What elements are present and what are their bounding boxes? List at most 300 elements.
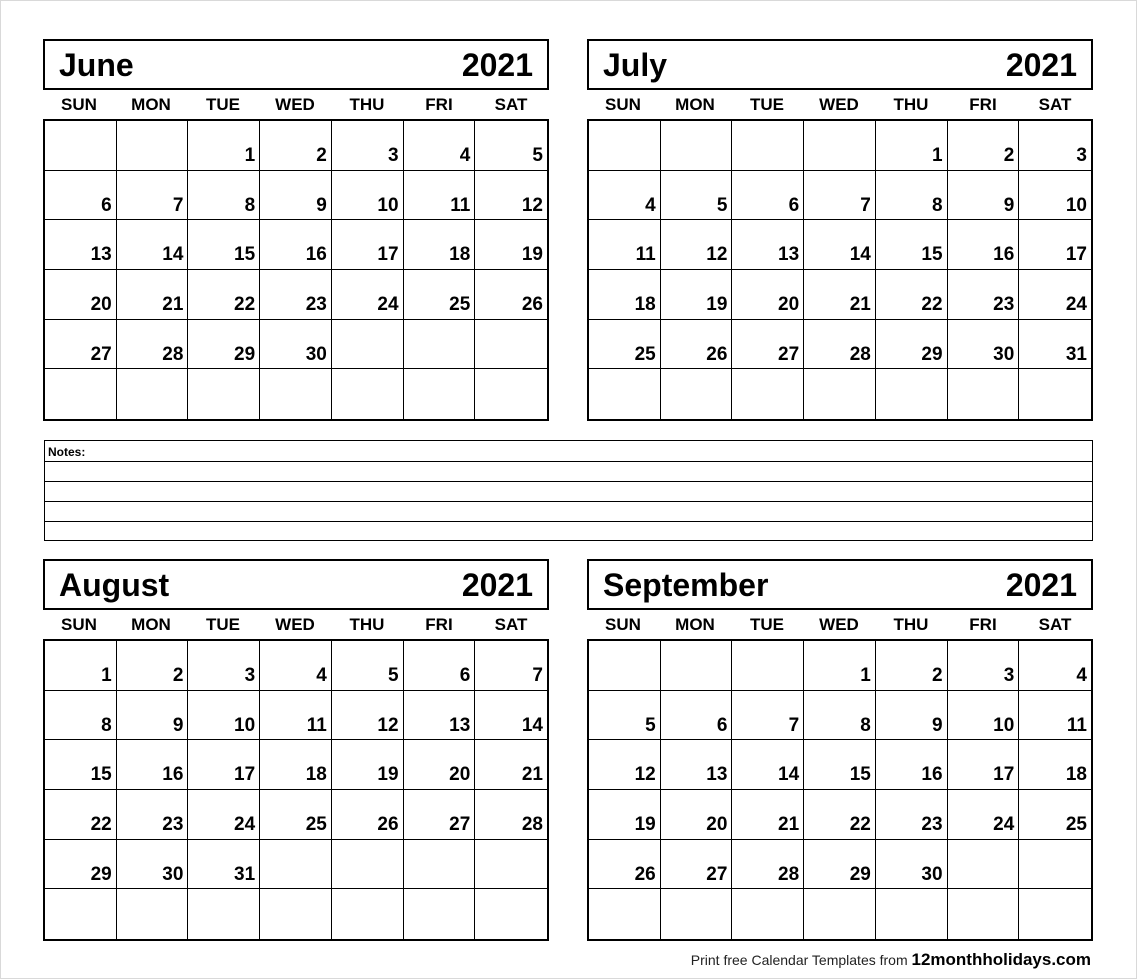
day-number: 30 xyxy=(162,863,184,885)
day-number: 22 xyxy=(234,294,256,315)
notes-line xyxy=(45,481,1092,482)
day-cell[interactable] xyxy=(117,691,189,741)
day-grid xyxy=(43,639,549,941)
day-cell[interactable] xyxy=(876,889,948,939)
weekday-row xyxy=(43,90,549,119)
day-number: 9 xyxy=(1003,194,1015,216)
day-number: 30 xyxy=(921,863,943,885)
day-cell[interactable] xyxy=(1019,740,1091,790)
day-cell[interactable] xyxy=(876,320,948,370)
day-cell[interactable] xyxy=(332,369,404,419)
day-cell[interactable] xyxy=(332,171,404,221)
day-cell[interactable] xyxy=(260,740,332,790)
day-cell[interactable] xyxy=(732,840,804,890)
day-number: 8 xyxy=(244,194,256,216)
day-cell[interactable] xyxy=(188,270,260,320)
day-cell[interactable] xyxy=(45,121,117,171)
day-cell[interactable] xyxy=(948,691,1020,741)
day-number: 6 xyxy=(788,194,800,216)
day-number: 8 xyxy=(931,194,943,216)
day-cell[interactable] xyxy=(661,840,733,890)
day-number: 25 xyxy=(305,814,327,835)
day-cell[interactable] xyxy=(661,320,733,370)
month-year: 2021 xyxy=(1005,47,1077,83)
day-cell[interactable] xyxy=(804,641,876,691)
day-cell[interactable] xyxy=(804,691,876,741)
day-number: 31 xyxy=(1065,343,1087,365)
day-cell[interactable] xyxy=(661,740,733,790)
day-cell[interactable] xyxy=(475,171,547,221)
day-cell[interactable] xyxy=(260,889,332,939)
day-cell[interactable] xyxy=(404,691,476,741)
day-number: 15 xyxy=(234,244,256,266)
day-cell[interactable] xyxy=(45,790,117,840)
day-cell[interactable] xyxy=(45,320,117,370)
month-june xyxy=(43,39,549,421)
day-cell[interactable] xyxy=(260,270,332,320)
day-cell[interactable] xyxy=(1019,790,1091,840)
day-cell[interactable] xyxy=(117,320,189,370)
day-cell[interactable] xyxy=(876,369,948,419)
day-grid xyxy=(587,639,1093,941)
month-year: 2021 xyxy=(461,47,533,83)
day-cell[interactable] xyxy=(732,740,804,790)
weekday-label: SAT xyxy=(1038,614,1072,634)
day-cell[interactable] xyxy=(475,121,547,171)
day-cell[interactable] xyxy=(804,270,876,320)
day-number: 25 xyxy=(449,294,471,315)
day-cell[interactable] xyxy=(332,641,404,691)
notes-line xyxy=(45,521,1092,522)
day-cell[interactable] xyxy=(948,369,1020,419)
day-number: 18 xyxy=(449,244,471,266)
day-cell[interactable] xyxy=(804,790,876,840)
day-cell[interactable] xyxy=(589,121,661,171)
day-number: 1 xyxy=(860,665,871,686)
day-cell[interactable] xyxy=(661,270,733,320)
day-cell[interactable] xyxy=(732,171,804,221)
day-number: 30 xyxy=(993,343,1015,365)
day-cell[interactable] xyxy=(948,121,1020,171)
day-cell[interactable] xyxy=(804,171,876,221)
day-cell[interactable] xyxy=(876,691,948,741)
day-cell[interactable] xyxy=(876,641,948,691)
day-number: 28 xyxy=(778,863,800,885)
month-name: July xyxy=(603,47,668,83)
day-cell[interactable] xyxy=(475,840,547,890)
weekday-row xyxy=(587,90,1093,119)
day-cell[interactable] xyxy=(404,790,476,840)
day-number: 2 xyxy=(316,145,327,166)
day-number: 17 xyxy=(1065,244,1087,266)
day-number: 11 xyxy=(306,714,327,736)
day-cell[interactable] xyxy=(876,790,948,840)
day-cell[interactable] xyxy=(260,171,332,221)
day-cell[interactable] xyxy=(404,171,476,221)
day-cell[interactable] xyxy=(117,641,189,691)
day-number: 13 xyxy=(706,764,728,786)
day-number: 14 xyxy=(849,244,871,266)
day-cell[interactable] xyxy=(876,220,948,270)
day-cell[interactable] xyxy=(1019,171,1091,221)
day-number: 19 xyxy=(377,764,399,786)
day-number: 13 xyxy=(449,714,471,736)
day-cell[interactable] xyxy=(332,121,404,171)
day-cell[interactable] xyxy=(332,320,404,370)
month-header xyxy=(587,39,1093,90)
day-cell[interactable] xyxy=(188,740,260,790)
day-cell[interactable] xyxy=(1019,641,1091,691)
day-number: 6 xyxy=(459,665,471,686)
day-number: 20 xyxy=(778,294,800,315)
footer-site-link[interactable]: 12monthholidays.com xyxy=(911,950,1091,969)
weekday-label: THU xyxy=(349,94,385,114)
day-number: 29 xyxy=(234,343,256,365)
day-cell[interactable] xyxy=(404,740,476,790)
day-cell[interactable] xyxy=(475,889,547,939)
day-cell[interactable] xyxy=(661,790,733,840)
day-cell[interactable] xyxy=(804,369,876,419)
weekday-label: THU xyxy=(893,614,929,634)
day-cell[interactable] xyxy=(117,889,189,939)
day-cell[interactable] xyxy=(1019,270,1091,320)
day-cell[interactable] xyxy=(876,171,948,221)
day-number: 10 xyxy=(1065,194,1087,216)
day-cell[interactable] xyxy=(117,369,189,419)
day-cell[interactable] xyxy=(661,171,733,221)
day-number: 13 xyxy=(778,244,800,266)
month-july xyxy=(587,39,1093,421)
day-number: 26 xyxy=(706,343,728,365)
day-cell[interactable] xyxy=(804,840,876,890)
day-number: 8 xyxy=(860,714,871,736)
month-name: August xyxy=(59,567,170,603)
day-cell[interactable] xyxy=(404,121,476,171)
day-number: 5 xyxy=(532,145,543,166)
day-cell[interactable] xyxy=(948,171,1020,221)
day-cell[interactable] xyxy=(876,840,948,890)
day-cell[interactable] xyxy=(475,369,547,419)
day-cell[interactable] xyxy=(475,691,547,741)
day-cell[interactable] xyxy=(332,220,404,270)
day-number: 4 xyxy=(459,145,471,166)
day-cell[interactable] xyxy=(332,740,404,790)
day-cell[interactable] xyxy=(117,270,189,320)
day-cell[interactable] xyxy=(589,220,661,270)
day-cell[interactable] xyxy=(661,691,733,741)
day-number: 20 xyxy=(449,764,471,786)
day-cell[interactable] xyxy=(117,790,189,840)
day-cell[interactable] xyxy=(1019,840,1091,890)
day-cell[interactable] xyxy=(589,691,661,741)
day-number: 27 xyxy=(90,343,112,365)
day-cell[interactable] xyxy=(589,840,661,890)
day-cell[interactable] xyxy=(260,220,332,270)
day-cell[interactable] xyxy=(260,691,332,741)
day-cell[interactable] xyxy=(117,840,189,890)
day-number: 21 xyxy=(521,764,543,786)
weekday-label: MON xyxy=(675,94,715,114)
day-cell[interactable] xyxy=(589,641,661,691)
day-cell[interactable] xyxy=(589,270,661,320)
weekday-label: MON xyxy=(131,614,171,634)
day-cell[interactable] xyxy=(117,740,189,790)
day-cell[interactable] xyxy=(45,889,117,939)
day-number: 1 xyxy=(931,145,943,166)
day-cell[interactable] xyxy=(589,369,661,419)
day-number: 7 xyxy=(860,194,871,216)
day-number: 20 xyxy=(706,814,728,835)
day-number: 25 xyxy=(634,343,656,365)
day-cell[interactable] xyxy=(661,369,733,419)
day-number: 16 xyxy=(305,244,327,266)
day-cell[interactable] xyxy=(332,691,404,741)
day-cell[interactable] xyxy=(804,889,876,939)
day-cell[interactable] xyxy=(332,790,404,840)
day-number: 4 xyxy=(645,194,656,216)
day-cell[interactable] xyxy=(475,641,547,691)
day-number: 12 xyxy=(377,714,399,736)
day-number: 19 xyxy=(706,294,728,315)
day-number: 21 xyxy=(162,294,184,315)
day-number: 22 xyxy=(90,814,112,835)
day-cell[interactable] xyxy=(117,171,189,221)
day-number: 30 xyxy=(305,343,327,365)
day-cell[interactable] xyxy=(661,121,733,171)
day-cell[interactable] xyxy=(732,121,804,171)
day-number: 3 xyxy=(244,665,256,686)
day-cell[interactable] xyxy=(732,889,804,939)
weekday-label: TUE xyxy=(206,94,240,114)
weekday-label: WED xyxy=(819,94,859,114)
day-cell[interactable] xyxy=(804,740,876,790)
day-cell[interactable] xyxy=(1019,320,1091,370)
day-cell[interactable] xyxy=(45,171,117,221)
day-cell[interactable] xyxy=(188,840,260,890)
day-number: 29 xyxy=(90,863,112,885)
day-number: 9 xyxy=(931,714,943,736)
day-cell[interactable] xyxy=(732,220,804,270)
day-cell[interactable] xyxy=(188,121,260,171)
day-number: 6 xyxy=(716,714,728,736)
notes-label: Notes: xyxy=(48,445,86,459)
day-cell[interactable] xyxy=(188,691,260,741)
day-cell[interactable] xyxy=(876,740,948,790)
day-cell[interactable] xyxy=(804,220,876,270)
day-cell[interactable] xyxy=(661,889,733,939)
day-cell[interactable] xyxy=(260,121,332,171)
day-number: 18 xyxy=(1065,764,1087,786)
day-number: 29 xyxy=(921,343,943,365)
day-number: 10 xyxy=(377,194,399,216)
day-cell[interactable] xyxy=(948,790,1020,840)
day-cell[interactable] xyxy=(804,320,876,370)
day-number: 4 xyxy=(316,665,327,686)
day-grid xyxy=(587,119,1093,421)
day-cell[interactable] xyxy=(188,320,260,370)
footer-text: Print free Calendar Templates from xyxy=(690,952,912,968)
day-number: 28 xyxy=(521,814,543,835)
day-cell[interactable] xyxy=(188,641,260,691)
day-cell[interactable] xyxy=(45,369,117,419)
day-cell[interactable] xyxy=(1019,691,1091,741)
day-number: 28 xyxy=(162,343,184,365)
day-cell[interactable] xyxy=(404,320,476,370)
day-number: 23 xyxy=(993,294,1015,315)
day-cell[interactable] xyxy=(188,790,260,840)
day-number: 31 xyxy=(234,863,256,885)
day-cell[interactable] xyxy=(332,840,404,890)
day-number: 23 xyxy=(921,814,943,835)
weekday-label: FRI xyxy=(425,614,453,634)
day-number: 18 xyxy=(634,294,656,315)
day-cell[interactable] xyxy=(589,790,661,840)
day-cell[interactable] xyxy=(404,369,476,419)
day-cell[interactable] xyxy=(1019,889,1091,939)
month-august xyxy=(43,559,549,941)
day-number: 10 xyxy=(234,714,256,736)
day-number: 2 xyxy=(931,665,943,686)
day-number: 4 xyxy=(1076,665,1087,686)
day-cell[interactable] xyxy=(1019,220,1091,270)
day-cell[interactable] xyxy=(404,220,476,270)
day-cell[interactable] xyxy=(948,889,1020,939)
day-number: 27 xyxy=(778,343,800,365)
day-cell[interactable] xyxy=(260,840,332,890)
day-cell[interactable] xyxy=(589,171,661,221)
day-cell[interactable] xyxy=(804,121,876,171)
day-cell[interactable] xyxy=(732,320,804,370)
day-cell[interactable] xyxy=(948,320,1020,370)
day-cell[interactable] xyxy=(876,270,948,320)
day-number: 16 xyxy=(162,764,184,786)
day-grid xyxy=(43,119,549,421)
month-name: June xyxy=(59,47,134,83)
day-cell[interactable] xyxy=(188,171,260,221)
month-year: 2021 xyxy=(1005,567,1077,603)
day-cell[interactable] xyxy=(475,740,547,790)
day-cell[interactable] xyxy=(45,840,117,890)
day-number: 12 xyxy=(634,764,656,786)
notes-box[interactable] xyxy=(44,440,1093,541)
day-cell[interactable] xyxy=(404,889,476,939)
weekday-label: MON xyxy=(675,614,715,634)
day-number: 27 xyxy=(706,863,728,885)
day-cell[interactable] xyxy=(188,369,260,419)
day-number: 21 xyxy=(778,814,800,835)
day-number: 10 xyxy=(993,714,1015,736)
day-cell[interactable] xyxy=(117,121,189,171)
day-number: 18 xyxy=(305,764,327,786)
weekday-label: SUN xyxy=(61,614,97,634)
day-cell[interactable] xyxy=(475,270,547,320)
day-cell[interactable] xyxy=(589,740,661,790)
day-cell[interactable] xyxy=(1019,121,1091,171)
day-cell[interactable] xyxy=(45,691,117,741)
day-cell[interactable] xyxy=(260,790,332,840)
month-name: September xyxy=(603,567,769,603)
day-cell[interactable] xyxy=(732,641,804,691)
day-cell[interactable] xyxy=(1019,369,1091,419)
day-cell[interactable] xyxy=(732,790,804,840)
day-cell[interactable] xyxy=(948,740,1020,790)
weekday-label: FRI xyxy=(425,94,453,114)
day-number: 1 xyxy=(244,145,256,166)
weekday-label: SUN xyxy=(605,614,641,634)
day-number: 19 xyxy=(521,244,543,266)
day-cell[interactable] xyxy=(948,270,1020,320)
day-cell[interactable] xyxy=(948,641,1020,691)
notes-line xyxy=(45,461,1092,462)
day-cell[interactable] xyxy=(332,270,404,320)
day-number: 11 xyxy=(450,194,471,216)
day-cell[interactable] xyxy=(732,369,804,419)
day-cell[interactable] xyxy=(732,691,804,741)
day-cell[interactable] xyxy=(260,641,332,691)
day-number: 6 xyxy=(101,194,112,216)
day-cell[interactable] xyxy=(589,889,661,939)
day-number: 28 xyxy=(849,343,871,365)
day-number: 3 xyxy=(1076,145,1087,166)
month-header xyxy=(587,559,1093,610)
day-number: 9 xyxy=(172,714,184,736)
month-header xyxy=(43,39,549,90)
day-cell[interactable] xyxy=(45,740,117,790)
day-number: 23 xyxy=(305,294,327,315)
day-cell[interactable] xyxy=(404,270,476,320)
day-number: 26 xyxy=(634,863,656,885)
day-cell[interactable] xyxy=(117,220,189,270)
day-number: 7 xyxy=(788,714,800,736)
day-number: 3 xyxy=(387,145,399,166)
day-number: 12 xyxy=(706,244,728,266)
day-cell[interactable] xyxy=(45,641,117,691)
day-cell[interactable] xyxy=(948,220,1020,270)
day-cell[interactable] xyxy=(188,220,260,270)
weekday-label: WED xyxy=(275,94,315,114)
weekday-label: SUN xyxy=(61,94,97,114)
day-number: 29 xyxy=(849,863,871,885)
day-cell[interactable] xyxy=(45,220,117,270)
day-cell[interactable] xyxy=(404,641,476,691)
day-cell[interactable] xyxy=(404,840,476,890)
day-cell[interactable] xyxy=(661,220,733,270)
day-cell[interactable] xyxy=(948,840,1020,890)
day-cell[interactable] xyxy=(188,889,260,939)
day-cell[interactable] xyxy=(45,270,117,320)
day-cell[interactable] xyxy=(475,220,547,270)
day-number: 14 xyxy=(778,764,800,786)
day-number: 5 xyxy=(645,714,656,736)
weekday-label: SAT xyxy=(1038,94,1072,114)
weekday-label: TUE xyxy=(750,94,784,114)
day-number: 20 xyxy=(90,294,112,315)
day-cell[interactable] xyxy=(876,121,948,171)
day-cell[interactable] xyxy=(661,641,733,691)
day-number: 21 xyxy=(849,294,871,315)
day-cell[interactable] xyxy=(260,320,332,370)
day-cell[interactable] xyxy=(475,790,547,840)
weekday-row xyxy=(587,610,1093,639)
day-cell[interactable] xyxy=(589,320,661,370)
day-cell[interactable] xyxy=(332,889,404,939)
footer-credit xyxy=(691,950,1091,970)
day-cell[interactable] xyxy=(475,320,547,370)
day-cell[interactable] xyxy=(732,270,804,320)
weekday-label: TUE xyxy=(206,614,240,634)
day-number: 22 xyxy=(849,814,871,835)
day-cell[interactable] xyxy=(260,369,332,419)
